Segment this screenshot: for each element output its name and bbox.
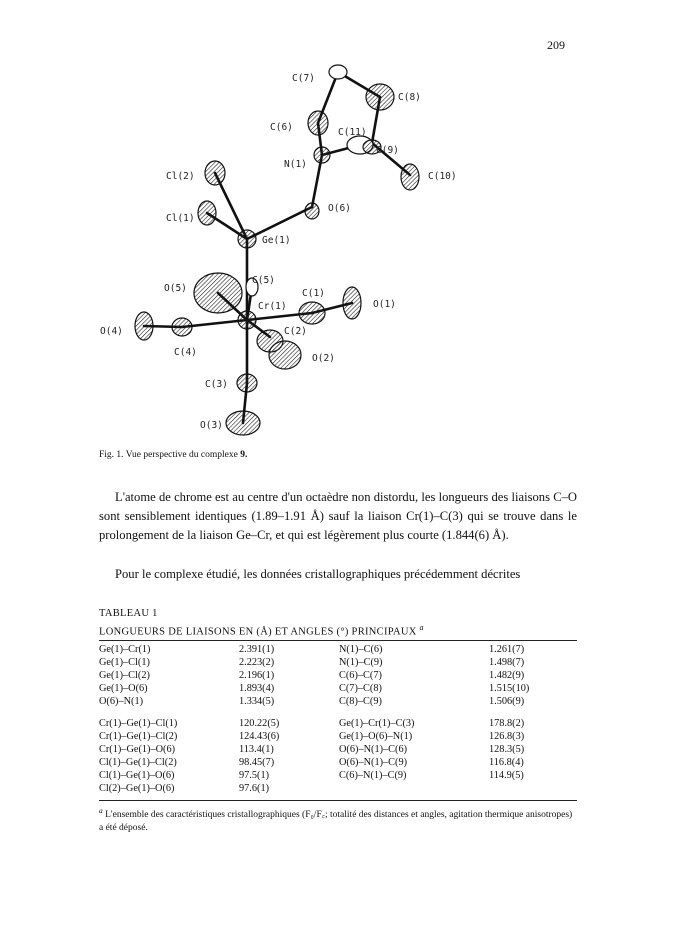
atom-label: O(5)	[164, 283, 187, 294]
bond-label: C(6)–N(1)–C(9)	[339, 770, 407, 781]
atom-label: O(4)	[100, 326, 123, 337]
ortep-figure	[80, 55, 580, 450]
bond-value: 128.3(5)	[489, 744, 525, 755]
table-row	[99, 743, 577, 756]
table-row	[99, 643, 577, 656]
table-row	[99, 682, 577, 695]
table-row	[99, 782, 577, 795]
table-title-text: LONGUEURS DE LIAISONS EN (Å) ET ANGLES (°) PRINCIPAUX	[99, 626, 417, 638]
bond-label: Ge(1)–O(6)–N(1)	[339, 731, 413, 742]
bond-value: 124.43(6)	[239, 731, 280, 742]
bond-value: 1.893(4)	[239, 683, 275, 694]
table-row	[99, 730, 577, 743]
atom-label: C(2)	[284, 326, 307, 337]
bond-label: Cr(1)–Ge(1)–Cl(2)	[99, 731, 178, 742]
bond-value: 178.8(2)	[489, 718, 525, 729]
bond-label: Ge(1)–Cr(1)–C(3)	[339, 718, 415, 729]
bond-value: 2.391(1)	[239, 644, 275, 655]
atom-label: C(11)	[338, 127, 367, 138]
atom-labels	[100, 73, 457, 431]
atom-label: C(10)	[428, 171, 457, 182]
bond-value: 1.498(7)	[489, 657, 525, 668]
atom-label: C(4)	[174, 347, 197, 358]
bond-label: C(7)–C(8)	[339, 683, 382, 694]
atom-label: C(5)	[252, 275, 275, 286]
bond-value: 120.22(5)	[239, 718, 280, 729]
atom-label: Cr(1)	[258, 301, 287, 312]
footnote-mark: a	[99, 806, 103, 815]
table-row	[99, 656, 577, 669]
bond-value: 97.6(1)	[239, 783, 270, 794]
bond-value: 1.506(9)	[489, 696, 525, 707]
table-row	[99, 769, 577, 782]
atom-label: N(1)	[284, 159, 307, 170]
bond-label: C(8)–C(9)	[339, 696, 382, 707]
atom-label: C(3)	[205, 379, 228, 390]
body-paragraph-1: L'atome de chrome est au centre d'un octaèdre non distordu, les longueurs des liaisons C–O sont sensiblement identiques (1.89–1.91 Å) sauf la liaison Cr(1)–C(3) qui se trouve dans le prolongement de la liaison Ge–Cr, et qui est légèrement plus courte (1.844(6) Å).	[99, 490, 577, 542]
footnote-text: L'ensemble des caractéristiques cristallographiques (F₀/F꜀; totalité des distances et angles, agitation thermique anisotropes) a été déposé.	[99, 810, 573, 834]
bond-label: O(6)–N(1)–C(9)	[339, 757, 408, 768]
bond-value: 1.261(7)	[489, 644, 525, 655]
table-row	[99, 756, 577, 769]
atom-label: O(3)	[200, 420, 223, 431]
atom-label: C(8)	[398, 92, 421, 103]
bond-label: Ge(1)–Cl(1)	[99, 657, 150, 668]
bond-label: N(1)–C(9)	[339, 657, 383, 668]
atom-label: O(6)	[328, 203, 351, 214]
bond-label: Ge(1)–O(6)	[99, 683, 148, 694]
table-title-footnote-mark: a	[419, 623, 424, 632]
bond-label: Ge(1)–Cl(2)	[99, 670, 150, 681]
figure-caption	[99, 450, 247, 460]
bond-value: 98.45(7)	[239, 757, 275, 768]
bond-value: 1.515(10)	[489, 683, 530, 694]
caption-compound-number: 9.	[240, 450, 248, 460]
bond-label: O(6)–N(1)–C(6)	[339, 744, 408, 755]
bond-label: O(6)–N(1)	[99, 696, 144, 707]
bond-value: 2.196(1)	[239, 670, 275, 681]
table-row	[99, 717, 577, 730]
bond-angles-section	[99, 717, 577, 795]
bond-value: 126.8(3)	[489, 731, 525, 742]
bond-label: Cl(1)–Ge(1)–Cl(2)	[99, 757, 177, 768]
bond-value: 1.482(9)	[489, 670, 525, 681]
table-section-gap	[99, 708, 577, 717]
bond-value: 1.334(5)	[239, 696, 275, 707]
bond-label: Cl(2)–Ge(1)–O(6)	[99, 783, 175, 794]
bond-label	[339, 782, 489, 795]
bond-label: Cr(1)–Ge(1)–Cl(1)	[99, 718, 178, 729]
atom-label: C(6)	[270, 122, 293, 133]
table-bottom-rule	[99, 800, 577, 801]
bond-table	[99, 643, 577, 795]
table-label: TABLEAU 1	[99, 608, 158, 619]
atom-label: C(9)	[376, 145, 399, 156]
page-number: 209	[547, 38, 565, 52]
bond-value	[489, 782, 577, 795]
table-row	[99, 669, 577, 682]
body-paragraph-2: Pour le complexe étudié, les données cristallographiques précédemment décrites	[115, 567, 521, 581]
bond-value: 97.5(1)	[239, 770, 270, 781]
bond-lengths-section	[99, 643, 577, 708]
bond-value: 114.9(5)	[489, 770, 524, 781]
bond-label: Cl(1)–Ge(1)–O(6)	[99, 770, 175, 781]
bond-label: Ge(1)–Cr(1)	[99, 644, 151, 655]
atom-label: C(1)	[302, 288, 325, 299]
atom-label: C(7)	[292, 73, 315, 84]
table-row	[99, 695, 577, 708]
bond-value: 113.4(1)	[239, 744, 274, 755]
atom-label: O(1)	[373, 299, 396, 310]
atom-label: Ge(1)	[262, 235, 291, 246]
bond-label: C(6)–C(7)	[339, 670, 382, 681]
bond-label: Cr(1)–Ge(1)–O(6)	[99, 744, 176, 755]
table-title	[99, 623, 424, 638]
bond-label: N(1)–C(6)	[339, 644, 383, 655]
bond-value: 116.8(4)	[489, 757, 524, 768]
table-footnote	[99, 804, 577, 835]
atom-label: O(2)	[312, 353, 335, 364]
caption-text: Fig. 1. Vue perspective du complexe	[99, 450, 238, 460]
atom-label: Cl(2)	[166, 171, 195, 182]
atom-label: Cl(1)	[166, 213, 195, 224]
bond-value: 2.223(2)	[239, 657, 275, 668]
table-top-rule	[99, 640, 577, 641]
